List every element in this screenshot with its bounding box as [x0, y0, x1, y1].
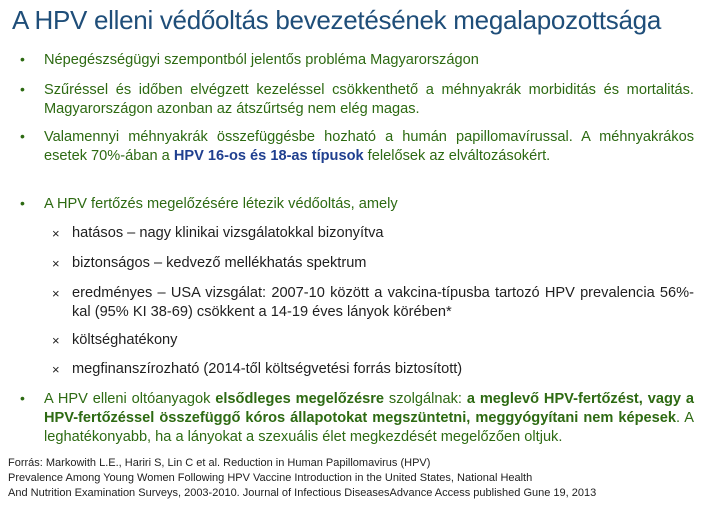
bullet-item-5 [44, 390, 694, 447]
text: . A leghatékonyabb, ha a lányokat a szexuális élet megkezdését megelőzően oltjuk. [44, 410, 694, 445]
sub-item-1: hatásos – nagy klinikai vizsgálatokkal bizonyítva [72, 225, 384, 241]
cross-bullet-icon: × [52, 333, 60, 348]
source-citation [8, 456, 703, 501]
bullet-item-1: Népegészségügyi szempontból jelentős probléma Magyarországon [44, 52, 479, 68]
highlight-text: a meglevő HPV-fertőzést, vagy a HPV-fertőzéssel összefüggő kóros állapotokat megszüntetni, meggyógyítani nem képesek [44, 391, 695, 426]
highlight-text: elsődleges megelőzésre [215, 391, 385, 407]
text: felelősek az elváltozásokért. [363, 148, 551, 164]
cross-bullet-icon: × [52, 256, 60, 271]
cross-bullet-icon: × [52, 226, 60, 241]
source-line-1: Forrás: Markowith L.E., Hariri S, Lin C et al. Reduction in Human Papillomavirus (HPV) [8, 457, 431, 469]
source-line-2: Prevalence Among Young Women Following HPV Vaccine Introduction in the United States, National Health [8, 472, 533, 484]
bullet-item-2: Szűréssel és időben elvégzett kezeléssel csökkenthető a méhnyakrák morbiditás és mortalitás. Magyarországon azonban az átszűrtség nem elég magas. [44, 82, 694, 117]
sub-item-2: biztonságos – kedvező mellékhatás spektrum [72, 255, 367, 271]
source-line-3: And Nutrition Examination Surveys, 2003-2010. Journal of Infectious DiseasesAdvance Access published Gune 19, 2013 [8, 487, 597, 499]
bullet-icon: • [20, 51, 25, 67]
text: szolgálnak: [384, 391, 467, 407]
bullet-item-4: A HPV fertőzés megelőzésére létezik védőoltás, amely [44, 196, 398, 212]
cross-bullet-icon: × [52, 362, 60, 377]
bullet-icon: • [20, 128, 25, 144]
bullet-icon: • [20, 195, 25, 211]
bullet-item-3 [44, 128, 694, 166]
sub-item-3: eredményes – USA vizsgálat: 2007-10 között a vakcina-típusba tartozó HPV prevalencia 56%-kal (95% KI 38-69) csökkent a 14-19 éves lányok körében* [72, 285, 694, 320]
sub-item-5: megfinanszírozható (2014-től költségvetési forrás biztosított) [72, 361, 463, 377]
highlight-text: HPV 16-os és 18-as típusok [173, 148, 364, 164]
text: Valamennyi méhnyakrák összefüggésbe hozható a humán papillomavírussal. A méhnyakrákos esetek 70%-ában a [44, 129, 694, 164]
text: A HPV elleni oltóanyagok [44, 391, 216, 407]
sub-item-4: költséghatékony [72, 332, 178, 348]
bullet-icon: • [20, 390, 25, 406]
bullet-icon: • [20, 81, 25, 97]
slide-title: A HPV elleni védőoltás bevezetésének megalapozottsága [12, 5, 661, 35]
cross-bullet-icon: × [52, 286, 60, 301]
